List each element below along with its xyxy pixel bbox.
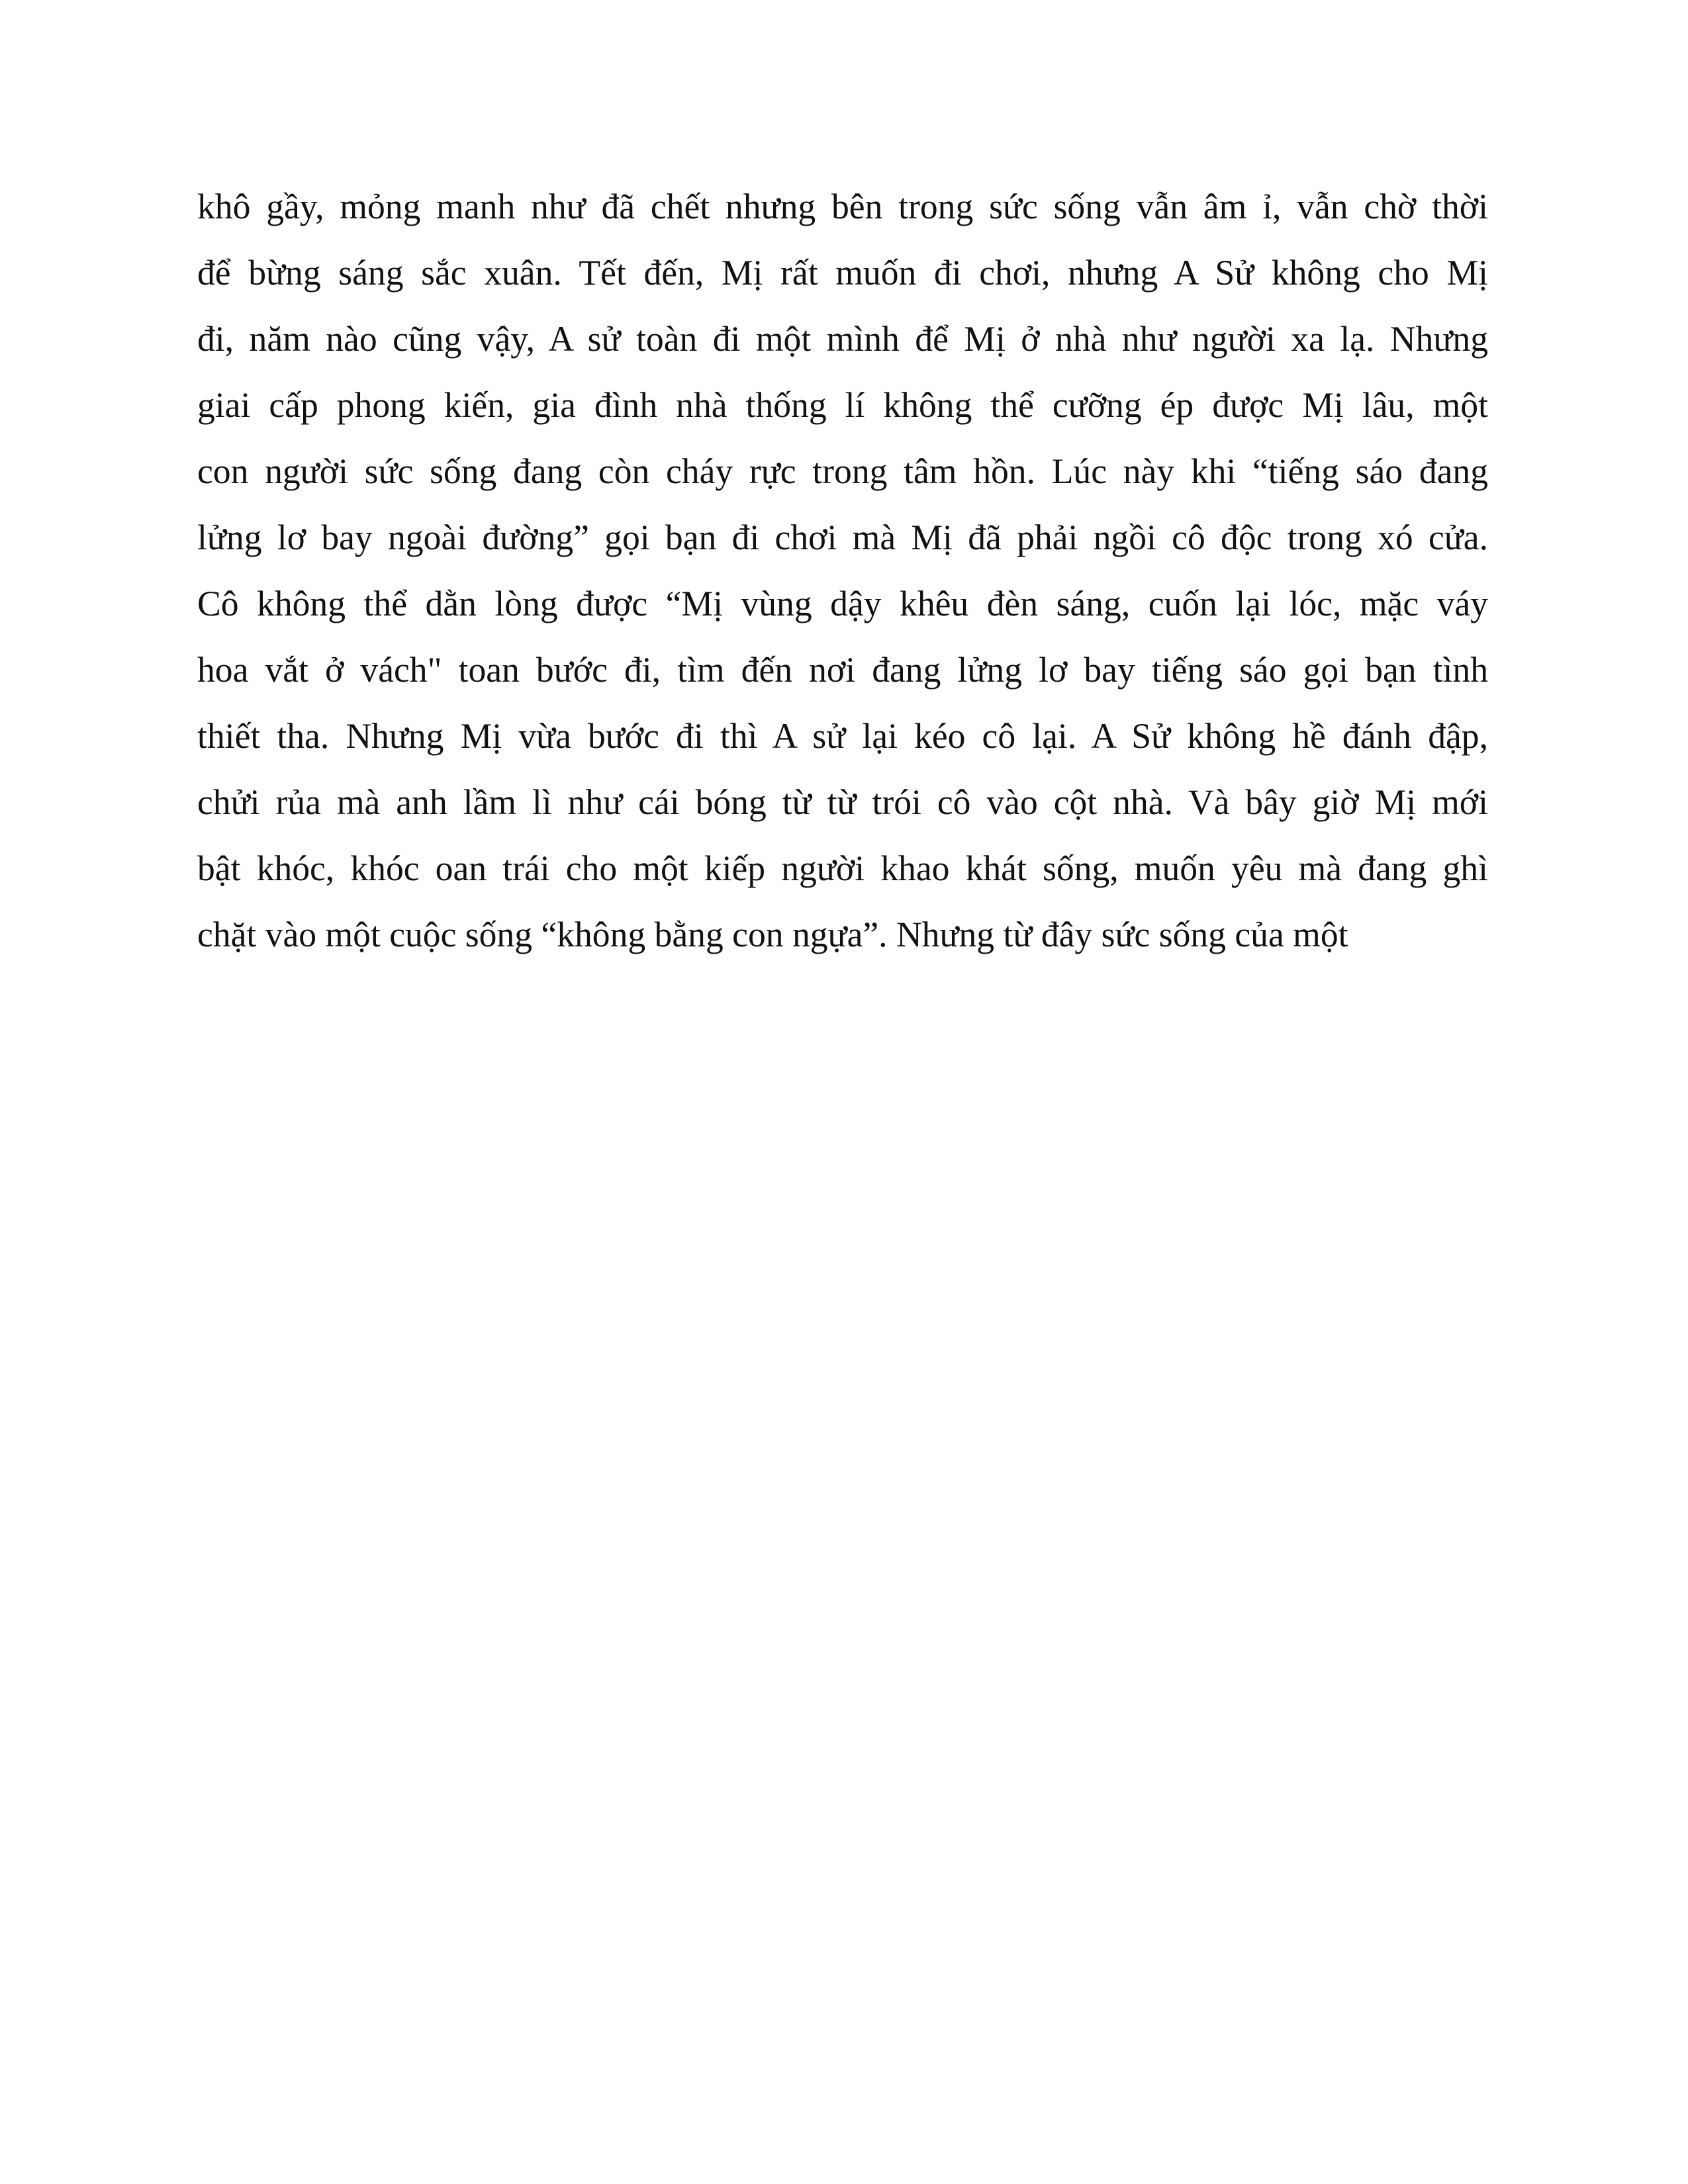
text-line: để bừng sáng sắc xuân. Tết đến, Mị rất muốn đi chơi, nhưng A Sử không cho Mị: [197, 253, 1488, 293]
body-paragraph: [197, 173, 1488, 968]
text-line: thiết tha. Nhưng Mị vừa bước đi thì A sử lại kéo cô lại. A Sử không hề đánh đập,: [197, 716, 1488, 756]
text-line: chửi rủa mà anh lầm lì như cái bóng từ từ trói cô vào cột nhà. Và bây giờ Mị mới: [197, 782, 1488, 822]
text-line: giai cấp phong kiến, gia đình nhà thống lí không thể cưỡng ép được Mị lâu, một: [197, 385, 1488, 425]
text-line: con người sức sống đang còn cháy rực trong tâm hồn. Lúc này khi “tiếng sáo đang: [197, 451, 1488, 491]
text-line: lửng lơ bay ngoài đường” gọi bạn đi chơi mà Mị đã phải ngồi cô độc trong xó cửa.: [197, 518, 1488, 557]
text-line: đi, năm nào cũng vậy, A sử toàn đi một mình để Mị ở nhà như người xa lạ. Nhưng: [197, 319, 1488, 359]
text-line: Cô không thể dằn lòng được “Mị vùng dậy khêu đèn sáng, cuốn lại lóc, mặc váy: [197, 584, 1488, 623]
text-line: hoa vắt ở vách" toan bước đi, tìm đến nơi đang lửng lơ bay tiếng sáo gọi bạn tình: [197, 650, 1488, 690]
text-line: chặt vào một cuộc sống “không bằng con ngựa”. Nhưng từ đây sức sống của một: [197, 915, 1348, 954]
text-line: khô gầy, mỏng manh như đã chết nhưng bên trong sức sống vẫn âm ỉ, vẫn chờ thời: [197, 187, 1488, 226]
text-line: bật khóc, khóc oan trái cho một kiếp người khao khát sống, muốn yêu mà đang ghì: [197, 848, 1488, 888]
